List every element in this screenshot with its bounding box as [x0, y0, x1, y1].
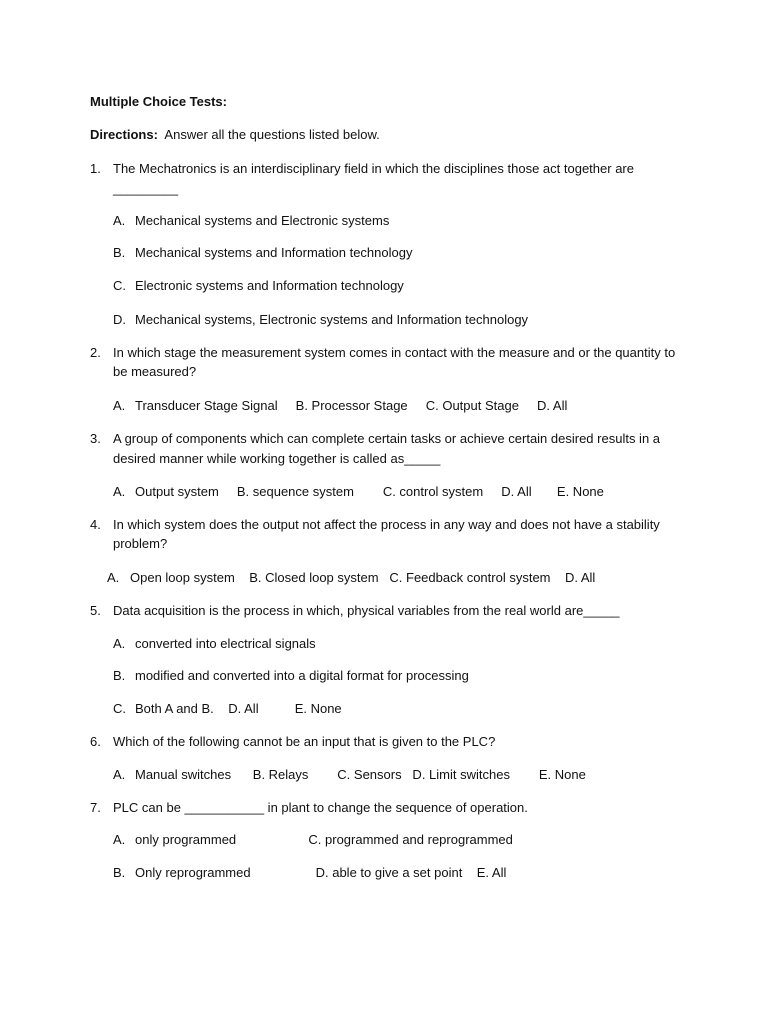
option-text: Manual switches B. Relays C. Sensors D. Limit switches E. None [135, 767, 586, 782]
option-letter: D. [113, 312, 126, 327]
option-letter: A. [113, 832, 126, 847]
option-letter: A. [113, 484, 126, 499]
option-letter: A. [113, 213, 126, 228]
question-text: In which stage the measurement system comes in contact with the measure and or the quantity to [113, 345, 676, 360]
question-text: _________ [113, 181, 179, 196]
question-number: 1. [90, 161, 101, 176]
option-text: modified and converted into a digital format for processing [135, 668, 469, 683]
option-text: Open loop system B. Closed loop system C. Feedback control system D. All [130, 570, 596, 585]
question-text: Which of the following cannot be an input that is given to the PLC? [113, 734, 496, 749]
question-text: problem? [113, 536, 168, 551]
option-letter: A. [113, 398, 126, 413]
option-letter: A. [107, 570, 120, 585]
option-text: Mechanical systems and Information technology [135, 245, 413, 260]
question-number: 5. [90, 603, 101, 618]
question-text: In which system does the output not affect the process in any way and does not have a stability [113, 517, 660, 532]
question-number: 4. [90, 517, 101, 532]
directions [90, 126, 380, 143]
option-letter: A. [113, 767, 126, 782]
option-text: Only reprogrammed D. able to give a set point E. All [135, 865, 507, 880]
page-title: Multiple Choice Tests: [90, 94, 227, 109]
option-text: Electronic systems and Information technology [135, 278, 404, 293]
question-number: 2. [90, 345, 101, 360]
option-text: Mechanical systems, Electronic systems and Information technology [135, 312, 529, 327]
option-letter: B. [113, 865, 126, 880]
option-letter: B. [113, 245, 126, 260]
option-letter: C. [113, 701, 126, 716]
option-text: Transducer Stage Signal B. Processor Stage C. Output Stage D. All [135, 398, 568, 413]
question-number: 6. [90, 734, 101, 749]
question-text: be measured? [113, 364, 197, 379]
directions-label: Directions: [90, 127, 158, 142]
option-letter: B. [113, 668, 126, 683]
option-letter: A. [113, 636, 126, 651]
question-text: PLC can be ___________ in plant to change the sequence of operation. [113, 800, 528, 815]
question-text: The Mechatronics is an interdisciplinary field in which the disciplines those act together are [113, 161, 634, 176]
option-text: Output system B. sequence system C. control system D. All E. None [135, 484, 604, 499]
directions-text: Answer all the questions listed below. [164, 127, 380, 142]
option-text: only programmed C. programmed and reprogrammed [135, 832, 513, 847]
option-text: Mechanical systems and Electronic systems [135, 213, 390, 228]
option-letter: C. [113, 278, 126, 293]
question-number: 3. [90, 431, 101, 446]
question-text: A group of components which can complete certain tasks or achieve certain desired results in a [113, 431, 661, 446]
question-number: 7. [90, 800, 101, 815]
question-text: Data acquisition is the process in which, physical variables from the real world are_____ [113, 603, 620, 618]
option-text: converted into electrical signals [135, 636, 316, 651]
option-text: Both A and B. D. All E. None [135, 701, 342, 716]
question-text: desired manner while working together is called as_____ [113, 451, 441, 466]
